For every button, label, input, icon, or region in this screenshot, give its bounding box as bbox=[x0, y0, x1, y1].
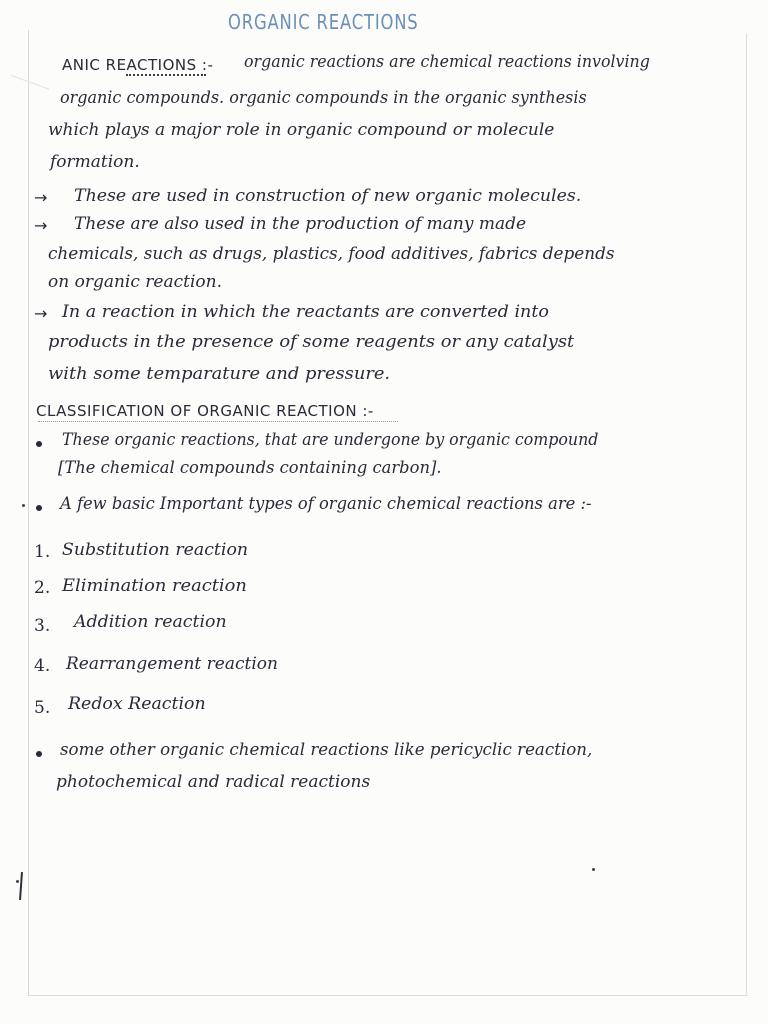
classification-heading: CLASSIFICATION OF ORGANIC REACTION :- bbox=[36, 402, 374, 420]
intro-line: organic compounds. organic compounds in the organic synthesis bbox=[60, 88, 587, 108]
classification-line: A few basic Important types of organic chemical reactions are :- bbox=[60, 494, 592, 514]
type-label: Rearrangement reaction bbox=[66, 654, 278, 674]
intro-line: formation. bbox=[50, 152, 140, 172]
bullet-point bbox=[36, 441, 42, 447]
intro-line: which plays a major role in organic compound or molecule bbox=[48, 120, 555, 140]
type-number: 2. bbox=[34, 578, 51, 598]
type-number: 3. bbox=[34, 616, 51, 636]
type-label: Redox Reaction bbox=[68, 694, 206, 714]
point-line: In a reaction in which the reactants are converted into bbox=[62, 302, 549, 322]
arrow-marker: → bbox=[34, 216, 48, 235]
classification-line: [The chemical compounds containing carbon]. bbox=[58, 458, 442, 478]
point-line: chemicals, such as drugs, plastics, food additives, fabrics depends bbox=[48, 244, 615, 264]
type-number: 1. bbox=[34, 542, 51, 562]
page-title: ORGANIC REACTIONS bbox=[228, 10, 419, 34]
type-number: 4. bbox=[34, 656, 51, 676]
point-line: on organic reaction. bbox=[48, 272, 222, 292]
type-number: 5. bbox=[34, 698, 51, 718]
arrow-marker: → bbox=[34, 188, 48, 207]
intro-line: organic reactions are chemical reactions involving bbox=[244, 52, 650, 72]
margin-rule bbox=[28, 30, 29, 995]
pen-mark bbox=[19, 872, 23, 900]
classification-line: These organic reactions, that are undergone by organic compound bbox=[62, 430, 599, 450]
point-line: with some temparature and pressure. bbox=[48, 364, 391, 384]
type-label: Substitution reaction bbox=[62, 540, 249, 560]
point-line: These are used in construction of new organic molecules. bbox=[74, 186, 582, 206]
point-line: products in the presence of some reagents or any catalyst bbox=[48, 332, 575, 352]
bullet-point bbox=[36, 751, 42, 757]
stray-dot bbox=[592, 868, 595, 871]
stray-dot bbox=[16, 880, 19, 883]
bullet-point bbox=[36, 505, 42, 511]
type-label: Addition reaction bbox=[74, 612, 227, 632]
stray-dot bbox=[22, 504, 25, 507]
bottom-edge-rule bbox=[28, 995, 748, 996]
intro-heading: ANIC REACTIONS :- bbox=[62, 56, 214, 74]
other-reactions-line: photochemical and radical reactions bbox=[56, 772, 371, 792]
point-line: These are also used in the production of many made bbox=[74, 214, 527, 234]
classification-underline bbox=[38, 421, 398, 422]
page-fold-mark bbox=[0, 75, 49, 146]
arrow-marker: → bbox=[34, 304, 48, 323]
other-reactions-line: some other organic chemical reactions like pericyclic reaction, bbox=[60, 740, 593, 760]
intro-heading-underline bbox=[126, 74, 206, 76]
type-label: Elimination reaction bbox=[62, 576, 247, 596]
right-edge-rule bbox=[746, 34, 747, 994]
